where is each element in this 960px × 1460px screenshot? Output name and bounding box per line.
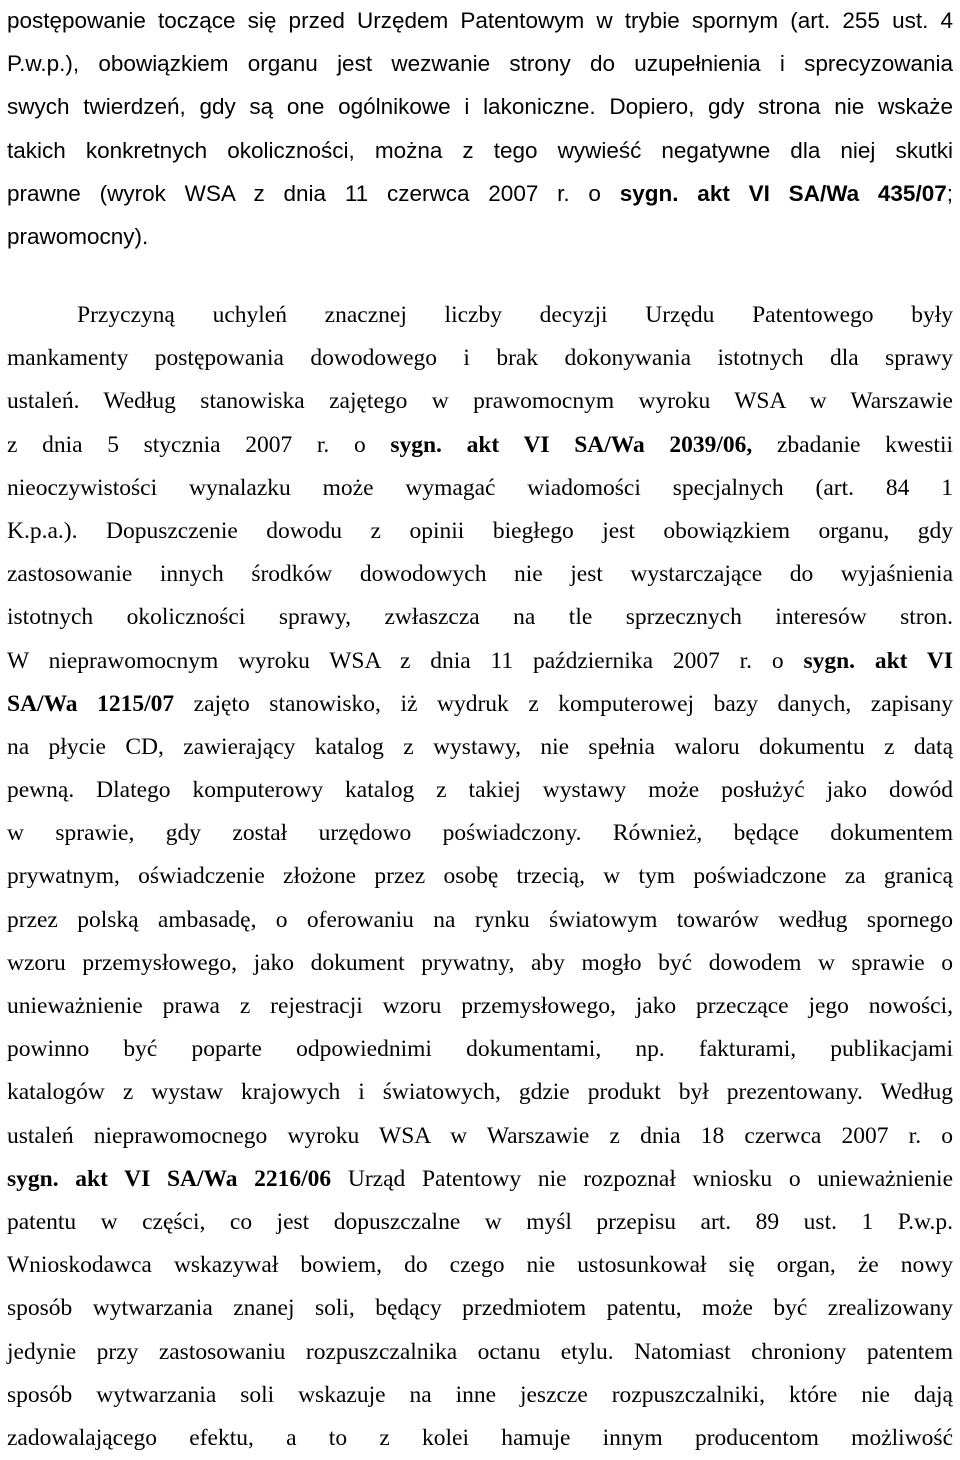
text-line <box>7 424 953 467</box>
text-run: prawne (wyrok WSA z dnia 11 czerwca 2007 r. o <box>7 180 620 206</box>
text-line: ustaleń nieprawomocnego wyroku WSA w Warszawie z dnia 18 czerwca 2007 r. o <box>7 1122 953 1149</box>
text-line: Wnioskodawca wskazywał bowiem, do czego nie ustosunkował się organ, że nowy <box>7 1252 953 1279</box>
case-reference: SA/Wa 1215/07 <box>7 690 175 717</box>
text-line: jedynie przy zastosowaniu rozpuszczalnika octanu etylu. Natomiast chroniony patentem <box>7 1338 953 1365</box>
text-line: zadowalającego efektu, a to z kolei hamuje innym producentom możliwość <box>7 1424 953 1451</box>
text-run: Urząd Patentowy nie rozpoznał wniosku o unieważnienie <box>331 1165 953 1192</box>
text-line: na płycie CD, zawierający katalog z wystawy, nie spełnia waloru dokumentu z datą <box>7 733 953 760</box>
text-line <box>7 1158 953 1201</box>
text-run: z dnia 5 stycznia 2007 r. o <box>7 431 391 458</box>
paragraph-2 <box>7 294 953 1460</box>
text-line: K.p.a.). Dopuszczenie dowodu z opinii biegłego jest obowiązkiem organu, gdy <box>7 517 953 544</box>
text-line: w sprawie, gdy został urzędowo poświadczony. Również, będące dokumentem <box>7 820 953 847</box>
text-line: sposób wytwarzania znanej soli, będący przedmiotem patentu, może być zrealizowany <box>7 1295 953 1322</box>
text-run: zajęto stanowisko, iż wydruk z komputerowej bazy danych, zapisany <box>174 690 953 717</box>
text-line: prywatnym, oświadczenie złożone przez osobę trzecią, w tym poświadczone za granicą <box>7 863 953 890</box>
case-reference: sygn. akt VI SA/Wa 435/07 <box>619 180 947 206</box>
text-line: wzoru przemysłowego, jako dokument prywatny, aby mogło być dowodem w sprawie o <box>7 949 953 976</box>
case-reference: sygn. akt VI SA/Wa 2216/06 <box>7 1165 332 1192</box>
text-line: takich konkretnych okoliczności, można z tego wywieść negatywne dla niej skutki <box>7 137 953 163</box>
text-line: przez polską ambasadę, o oferowaniu na rynku światowym towarów według spornego <box>7 906 953 933</box>
text-line: patentu w części, co jest dopuszczalne w myśl przepisu art. 89 ust. 1 P.w.p. <box>7 1208 953 1235</box>
text-run: zbadanie kwestii <box>752 431 953 458</box>
text-line: swych twierdzeń, gdy są one ogólnikowe i lakoniczne. Dopiero, gdy strona nie wskaże <box>7 94 953 120</box>
text-line: istotnych okoliczności sprawy, zwłaszcza na tle sprzecznych interesów stron. <box>7 604 953 631</box>
text-line: nieoczywistości wynalazku może wymagać wiadomości specjalnych (art. 84 1 <box>7 474 953 501</box>
text-line: pewną. Dlatego komputerowy katalog z takiej wystawy może posłużyć jako dowód <box>7 777 953 804</box>
text-run: W nieprawomocnym wyroku WSA z dnia 11 października 2007 r. o <box>7 647 804 674</box>
text-line: prawomocny). <box>7 223 149 249</box>
text-line <box>7 172 953 215</box>
text-line: sposób wytwarzania soli wskazuje na inne jeszcze rozpuszczalniki, które nie dają <box>7 1381 953 1408</box>
text-line: mankamenty postępowania dowodowego i brak dokonywania istotnych dla sprawy <box>7 345 953 372</box>
text-run: ; <box>946 180 953 206</box>
text-line <box>7 640 953 683</box>
text-line: zastosowanie innych środków dowodowych nie jest wystarczające do wyjaśnienia <box>7 561 953 588</box>
paragraph-1 <box>7 0 953 258</box>
text-line: Przyczyną uchyleń znacznej liczby decyzji Urzędu Patentowego były <box>77 302 953 328</box>
case-reference: sygn. akt VI <box>803 647 953 674</box>
text-line: katalogów z wystaw krajowych i światowych, gdzie produkt był prezentowany. Według <box>7 1079 953 1106</box>
text-line <box>7 683 953 726</box>
text-line: postępowanie toczące się przed Urzędem Patentowym w trybie spornym (art. 255 ust. 4 <box>7 8 953 33</box>
text-line: unieważnienie prawa z rejestracji wzoru przemysłowego, jako przeczące jego nowości, <box>7 993 953 1019</box>
text-line: powinno być poparte odpowiednimi dokumentami, np. fakturami, publikacjami <box>7 1036 953 1063</box>
text-line: P.w.p.), obowiązkiem organu jest wezwanie strony do uzupełnienia i sprecyzowania <box>7 51 953 77</box>
case-reference: sygn. akt VI SA/Wa 2039/06, <box>390 431 753 458</box>
text-line: ustaleń. Według stanowiska zajętego w prawomocnym wyroku WSA w Warszawie <box>7 388 953 415</box>
